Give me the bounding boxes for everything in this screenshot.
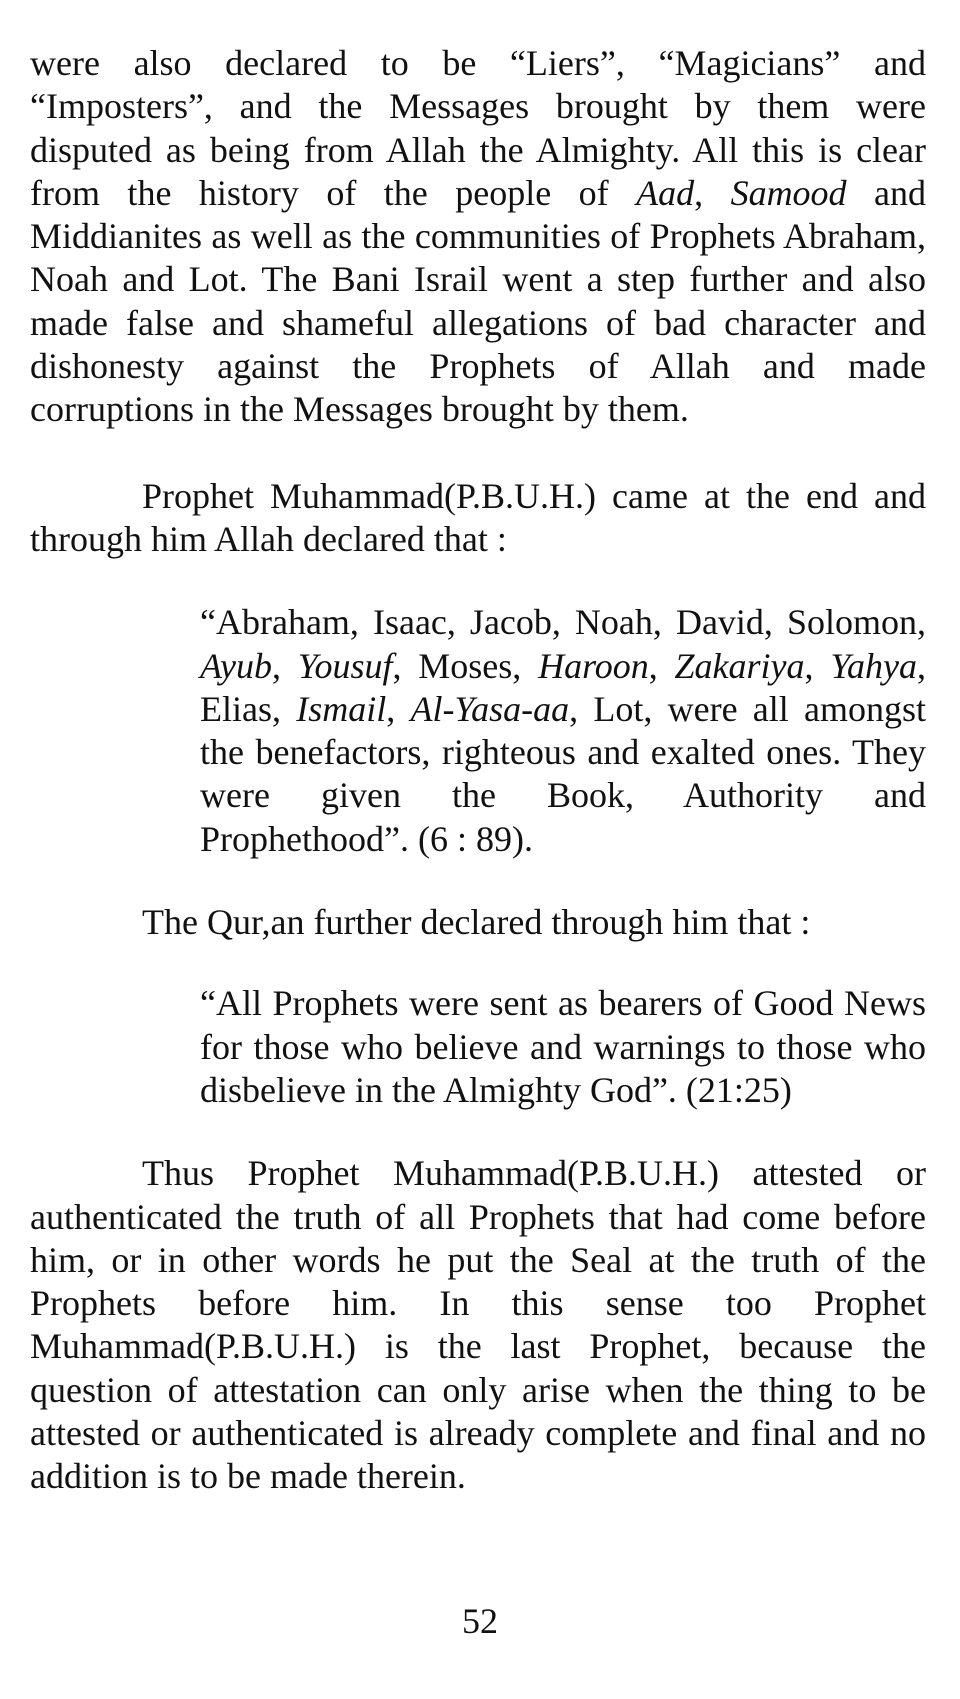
quote-prophets-list: “Abraham, Isaac, Jacob, Noah, David, Solomon, Ayub, Yousuf, Moses, Haroon, Zakariya, Yahya, Elias, Ismail, Al-Yasa-aa, Lot, were all amongst the benefactors, righteous and exalted ones. They were given the Book, Authority and Prophethood”. (6 : 89). xyxy=(200,602,927,859)
italic-aad: Aad xyxy=(636,172,695,213)
paragraph-attestation: Thus Prophet Muhammad(P.B.U.H.) attested or authenticated the truth of all Prophets that had come before him, or in other words he put the Seal at the truth of the Prophets before him. In this sense too Prophet Muhammad(P.B.U.H.) is the last Prophet, because the question of attestation can only arise when the thing to be attested or authenticated is already complete and final and no addition is to be made therein. xyxy=(30,1153,926,1497)
paragraph-prophets-rejected: were also declared to be “Liers”, “Magicians” and “Imposters”, and the Messages brought by them were disputed as being from Allah the Almighty. All this is clear from the history of the people of Aad, Samood and Middianites as well as the communities of Prophets Abraham, Noah and Lot. The Bani Israil went a step further and also made false and shameful allegations of bad character and dishonesty against the Prophets of Allah and made corruptions in the Messages brought by them. xyxy=(30,43,926,430)
quote-good-news: “All Prophets were sent as bearers of Good News for those who believe and warnings to those who disbelieve in the Almighty God”. (21:25) xyxy=(200,983,926,1110)
paragraph-muhammad-declared: Prophet Muhammad(P.B.U.H.) came at the end and through him Allah declared that : xyxy=(30,475,926,559)
page-body xyxy=(30,42,926,1499)
italic-samood: Samood xyxy=(730,172,847,213)
paragraph-quran-declared: The Qur,an further declared through him that : xyxy=(142,902,811,943)
page-number: 52 xyxy=(462,1601,498,1641)
